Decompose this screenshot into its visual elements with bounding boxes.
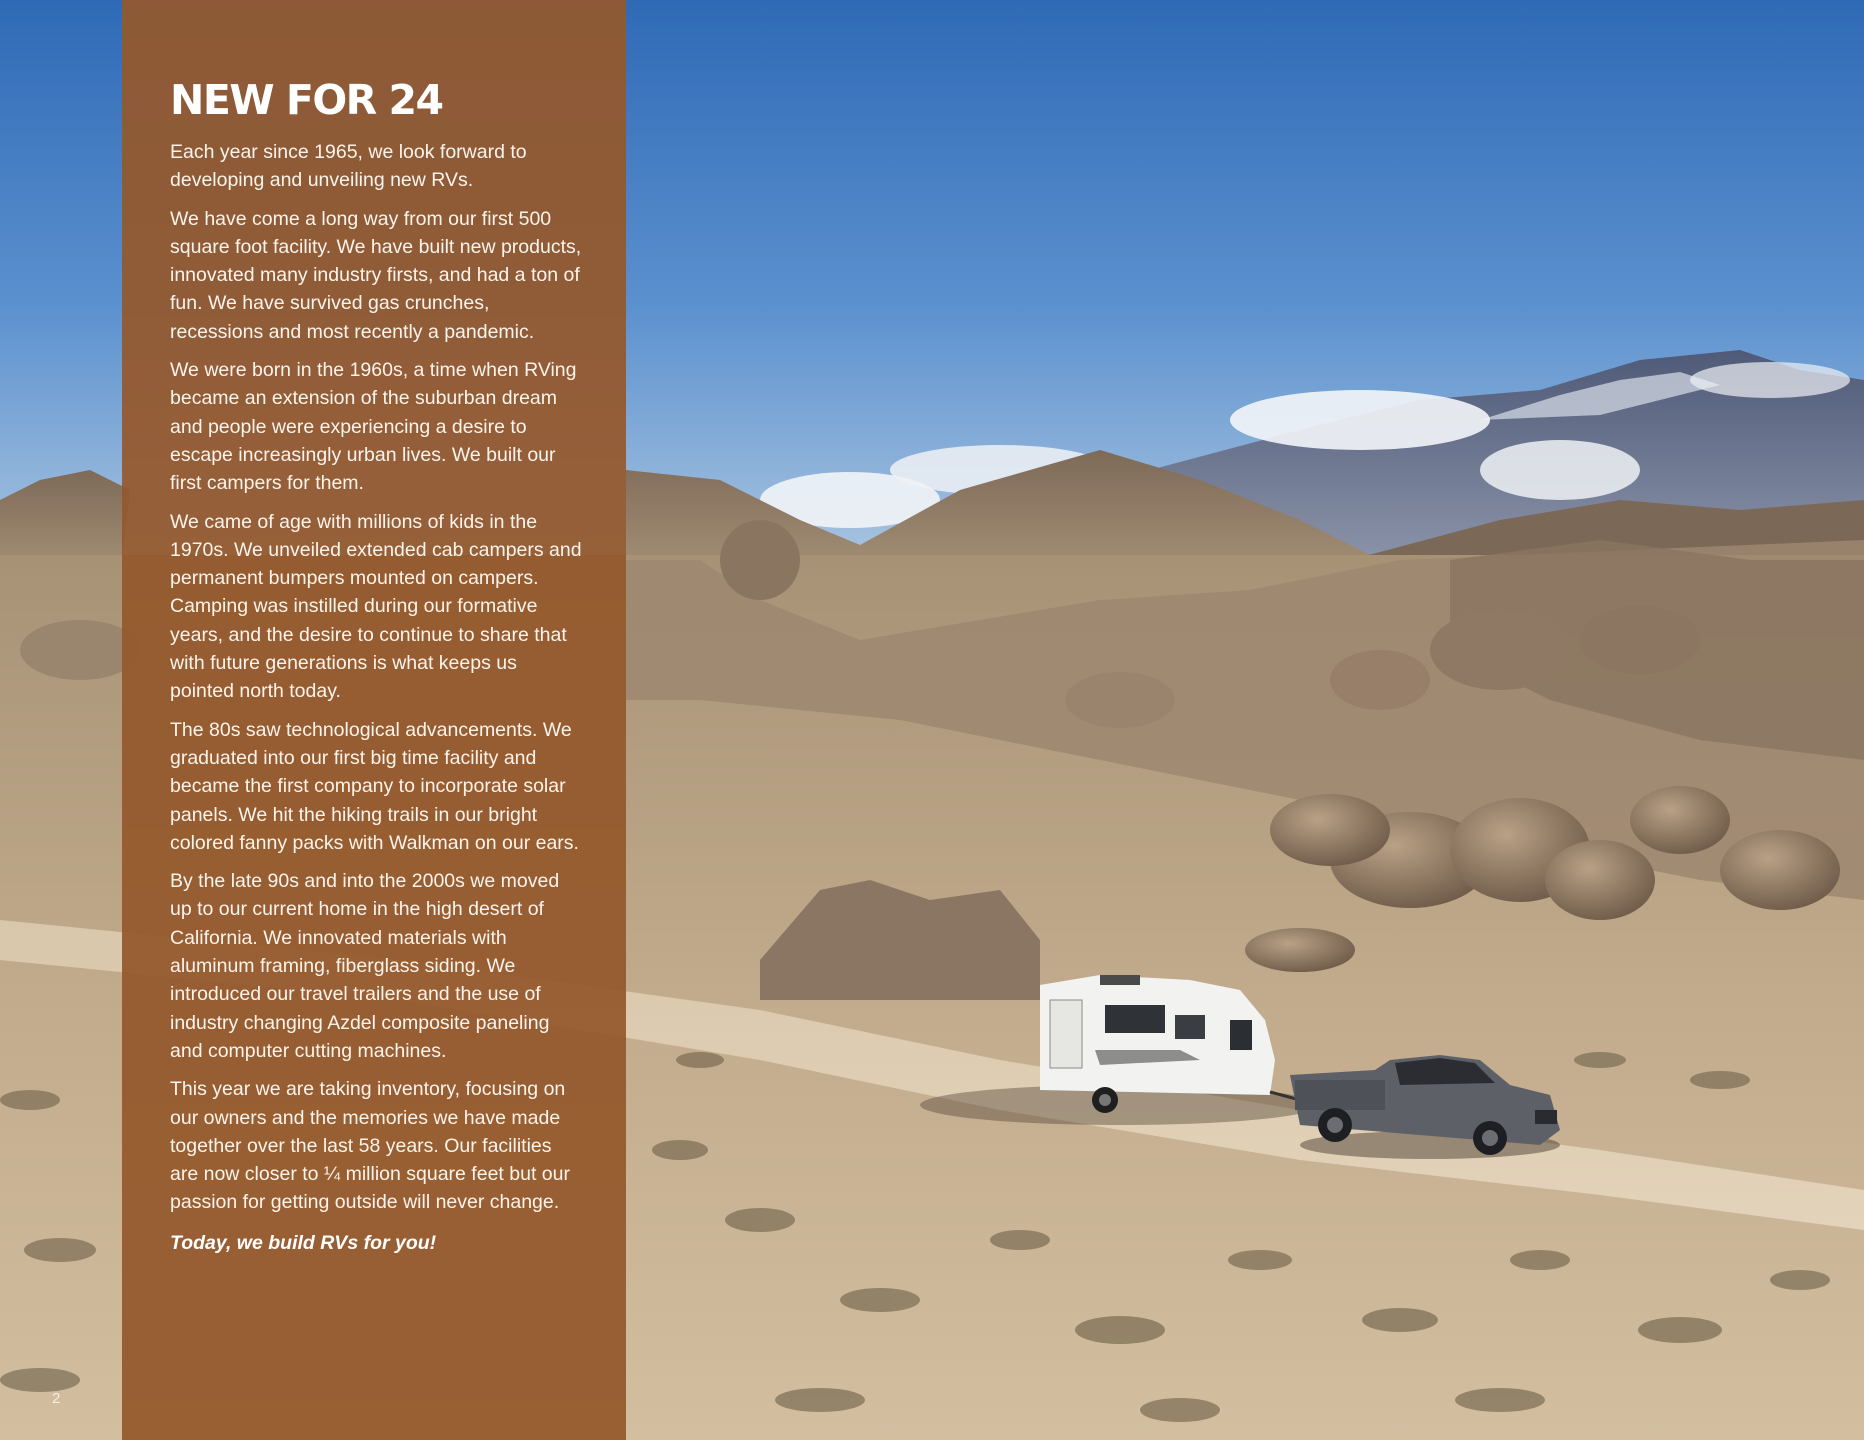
paragraph-3: We were born in the 1960s, a time when RVing became an extension of the suburban dream and people were experiencing a desire to escape increasingly urban lives. We built our first campers for them. bbox=[170, 359, 577, 495]
paragraph-1: Each year since 1965, we look forward to developing and unveiling new RVs. bbox=[170, 141, 527, 192]
story-text-panel bbox=[122, 0, 626, 1440]
closing-tagline: Today, we build RVs for you! bbox=[170, 1231, 437, 1254]
paragraph-7: This year we are taking inventory, focusing on our owners and the memories we have made together over the last 58 years. Our facilities are now closer to ¼ million square feet but our passion for getting outside will never change. bbox=[170, 1078, 570, 1214]
paragraph-4: We came of age with millions of kids in the 1970s. We unveiled extended cab campers and permanent bumpers mounted on campers. Camping was instilled during our formative years, and the desire to continue to share that with future generations is what keeps us pointed north today. bbox=[170, 510, 582, 703]
page-number: 2 bbox=[52, 1390, 61, 1407]
paragraph-6: By the late 90s and into the 2000s we moved up to our current home in the high desert of California. We innovated materials with aluminum framing, fiberglass siding. We introduced our travel trailers and the use of industry changing Azdel composite paneling and computer cutting machines. bbox=[170, 870, 560, 1062]
paragraph-2: We have come a long way from our first 500 square foot facility. We have built new products, innovated many industry firsts, and had a ton of fun. We have survived gas crunches, recessions and most recently a pandemic. bbox=[170, 207, 582, 343]
page-title: NEW FOR 24 bbox=[170, 76, 443, 124]
paragraph-5: The 80s saw technological advancements. We graduated into our first big time facility and became the first company to incorporate solar panels. We hit the hiking trails in our bright colored fanny packs with Walkman on our ears. bbox=[170, 718, 579, 854]
